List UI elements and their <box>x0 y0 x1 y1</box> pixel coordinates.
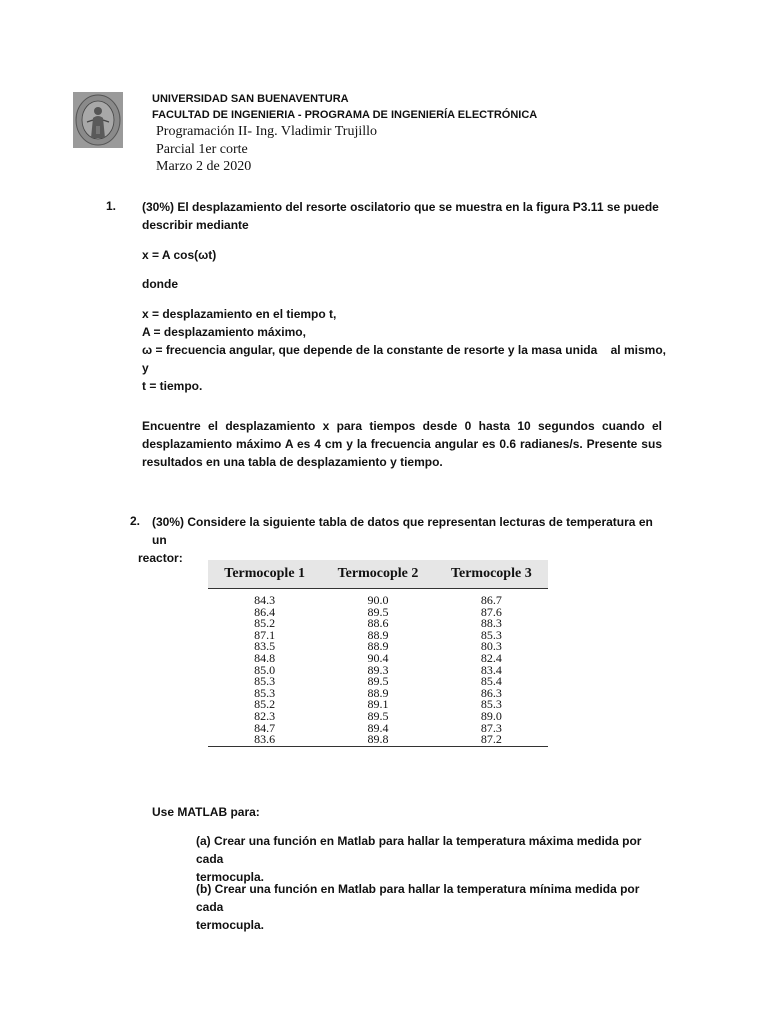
table-cell: 83.5 <box>254 639 276 654</box>
definition-x: x = desplazamiento en el tiempo t, <box>142 307 337 321</box>
table-cell: 90.0 <box>367 593 389 607</box>
question-1-task <box>142 417 662 471</box>
table-cell: 85.3 <box>254 685 276 700</box>
table-cell: 85.2 <box>254 697 276 712</box>
table-cell: 89.4 <box>367 720 389 735</box>
question-2-line-1: (30%) Considere la siguiente tabla de datos que representan lecturas de temperatura en un <box>152 515 653 547</box>
task-line-3: resultados en una tabla de desplazamiento y tiempo. <box>142 455 443 469</box>
table-cell: 82.4 <box>480 650 502 665</box>
table-cell: 90.4 <box>367 650 389 665</box>
course-title: Programación II- Ing. Vladimir Trujillo <box>156 124 377 139</box>
table-cell: 85.3 <box>480 627 502 642</box>
definition-t: t = tiempo. <box>142 379 203 393</box>
item-b <box>196 880 666 934</box>
table-cell: 88.3 <box>480 616 502 631</box>
column-header: Termocople 3 <box>435 560 548 589</box>
table-cell: 89.5 <box>367 708 389 723</box>
university-seal-logo <box>73 92 123 148</box>
column-header: Termocople 2 <box>321 560 434 589</box>
question-1-definitions <box>142 305 666 395</box>
table-cell: 89.1 <box>367 697 389 712</box>
table-cell: 84.7 <box>254 720 276 735</box>
task-line-1: Encuentre el desplazamiento x para tiempos desde 0 hasta 10 segundos cuando el <box>142 419 662 433</box>
item-a <box>196 832 666 886</box>
faculty-name: FACULTAD DE INGENIERIA - PROGRAMA DE INGENIERÍA ELECTRÓNICA <box>152 109 538 121</box>
table-cell: 85.2 <box>254 616 276 631</box>
question-2-number: 2. <box>130 514 141 528</box>
task-line-2: desplazamiento máximo A es 4 cm y la frecuencia angular es 0.6 radianes/s. Presente sus <box>142 437 662 451</box>
definition-omega: ω = frecuencia angular, que depende de la constante de resorte y la masa unida al mismo, <box>142 343 666 357</box>
table-cell: 88.6 <box>367 616 389 631</box>
question-1-line-2: describir mediante <box>142 218 249 232</box>
question-1-line-1: (30%) El desplazamiento del resorte oscilatorio que se muestra en la figura P3.11 se puede <box>142 200 659 214</box>
table-cell: 86.7 <box>480 593 502 607</box>
definition-a: A = desplazamiento máximo, <box>142 325 306 339</box>
table-row <box>208 589 548 607</box>
table-row <box>208 734 548 746</box>
table-cell: 89.3 <box>367 662 389 677</box>
table-cell: 83.4 <box>480 662 502 677</box>
table-cell: 87.1 <box>254 627 276 642</box>
table-cell: 85.4 <box>480 674 502 689</box>
table-cell: 88.9 <box>367 639 389 654</box>
item-b-line-1: (b) Crear una función en Matlab para hallar la temperatura mínima medida por cada <box>196 882 640 914</box>
table-cell: 89.5 <box>367 604 389 619</box>
table-cell: 88.9 <box>367 627 389 642</box>
table-cell: 85.3 <box>480 697 502 712</box>
table-cell: 89.5 <box>367 674 389 689</box>
table-cell: 89.0 <box>480 708 502 723</box>
table-cell: 85.0 <box>254 662 276 677</box>
item-a-line-2: termocupla. <box>196 870 265 884</box>
use-matlab-label: Use MATLAB para: <box>152 805 260 819</box>
table-cell: 87.6 <box>480 604 502 619</box>
question-2-statement <box>138 513 667 567</box>
item-a-line-1: (a) Crear una función en Matlab para hallar la temperatura máxima medida por cada <box>196 834 642 866</box>
temperature-table <box>208 560 548 747</box>
table-cell: 88.9 <box>367 685 389 700</box>
question-1-formula: x = A cos(ωt) <box>142 248 217 262</box>
table-cell: 83.6 <box>254 732 276 747</box>
item-b-line-2: termocupla. <box>196 918 265 932</box>
table-cell: 87.2 <box>480 732 502 747</box>
table-cell: 86.4 <box>254 604 276 619</box>
table-cell: 84.8 <box>254 650 276 665</box>
question-1-statement <box>142 198 662 234</box>
table-header-row <box>208 560 548 589</box>
question-1-donde: donde <box>142 277 178 291</box>
table-cell: 84.3 <box>254 593 276 607</box>
university-name: UNIVERSIDAD SAN BUENAVENTURA <box>152 93 349 105</box>
table-cell: 86.3 <box>480 685 502 700</box>
question-2-line-2: reactor: <box>138 551 183 565</box>
table-cell: 85.3 <box>254 674 276 689</box>
exam-date: Marzo 2 de 2020 <box>156 159 252 174</box>
table-cell: 89.8 <box>367 732 389 747</box>
table-cell: 80.3 <box>480 639 502 654</box>
table-cell: 87.3 <box>480 720 502 735</box>
column-header: Termocople 1 <box>208 560 321 589</box>
exam-title: Parcial 1er corte <box>156 142 248 157</box>
question-1-number: 1. <box>106 199 117 213</box>
definition-omega-cont: y <box>142 361 149 375</box>
table-cell: 82.3 <box>254 708 276 723</box>
